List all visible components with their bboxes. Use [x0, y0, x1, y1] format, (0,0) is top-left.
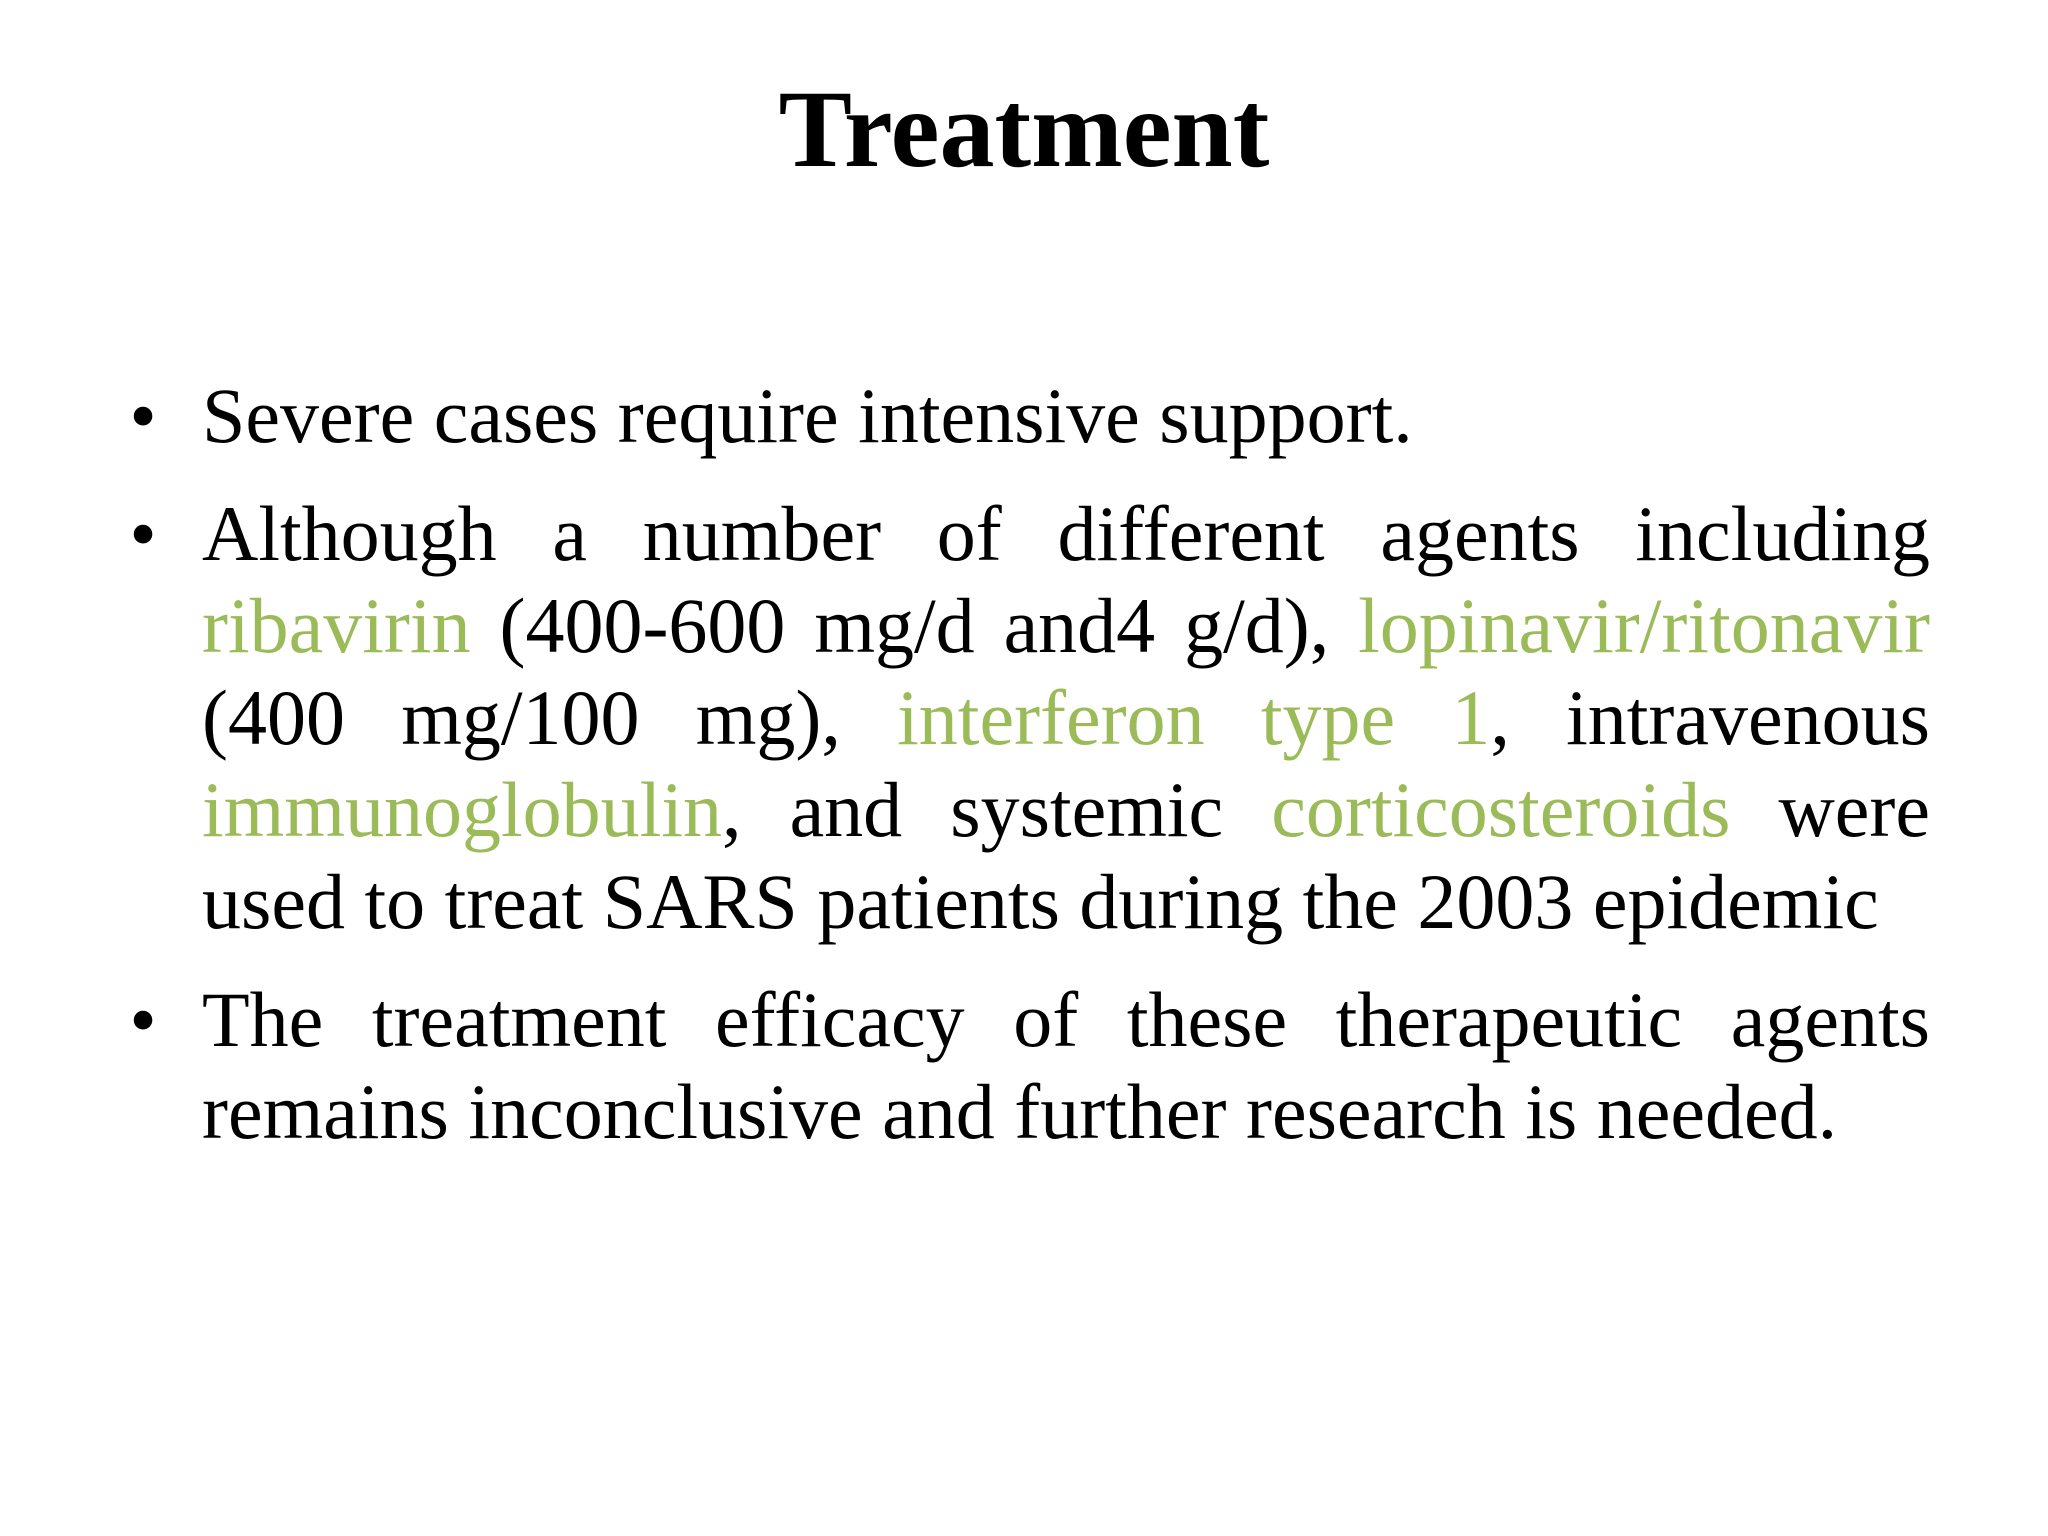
text-segment: (400-600 mg/d and4 g/d), — [470, 582, 1359, 669]
text-segment: (400 mg/100 mg), — [202, 674, 898, 761]
bullet-item-1 — [118, 370, 1930, 462]
bullet-icon: • — [129, 490, 157, 577]
bullet-text — [202, 488, 1930, 948]
bullet-text — [202, 370, 1930, 462]
text-segment: , intravenous — [1490, 674, 1930, 761]
bullet-item-2 — [118, 488, 1930, 948]
bullet-icon: • — [129, 976, 157, 1063]
text-segment: Severe cases require intensive support. — [202, 372, 1413, 459]
drug-term-ribavirin: ribavirin — [202, 582, 471, 669]
text-segment: were used to treat SARS patients during the 2003 epidemic — [202, 766, 1930, 945]
bullet-item-3 — [118, 974, 1930, 1158]
drug-term-corticosteroids: corticosteroids — [1271, 766, 1731, 853]
bullet-text — [202, 974, 1930, 1158]
drug-term-interferon: interferon type 1 — [897, 674, 1491, 761]
text-segment: Although a number of different agents including — [202, 490, 1930, 577]
drug-term-immunoglobulin: immunoglobulin — [202, 766, 723, 853]
drug-term-lopinavir-ritonavir: lopinavir/ritonavir — [1358, 582, 1930, 669]
bullet-list — [118, 370, 1930, 1158]
text-segment: The treatment efficacy of these therapeutic agents remains inconclusive and further research is needed. — [202, 976, 1930, 1155]
bullet-icon: • — [129, 372, 157, 459]
text-segment: , and systemic — [722, 766, 1272, 853]
slide-title: Treatment — [778, 68, 1270, 190]
